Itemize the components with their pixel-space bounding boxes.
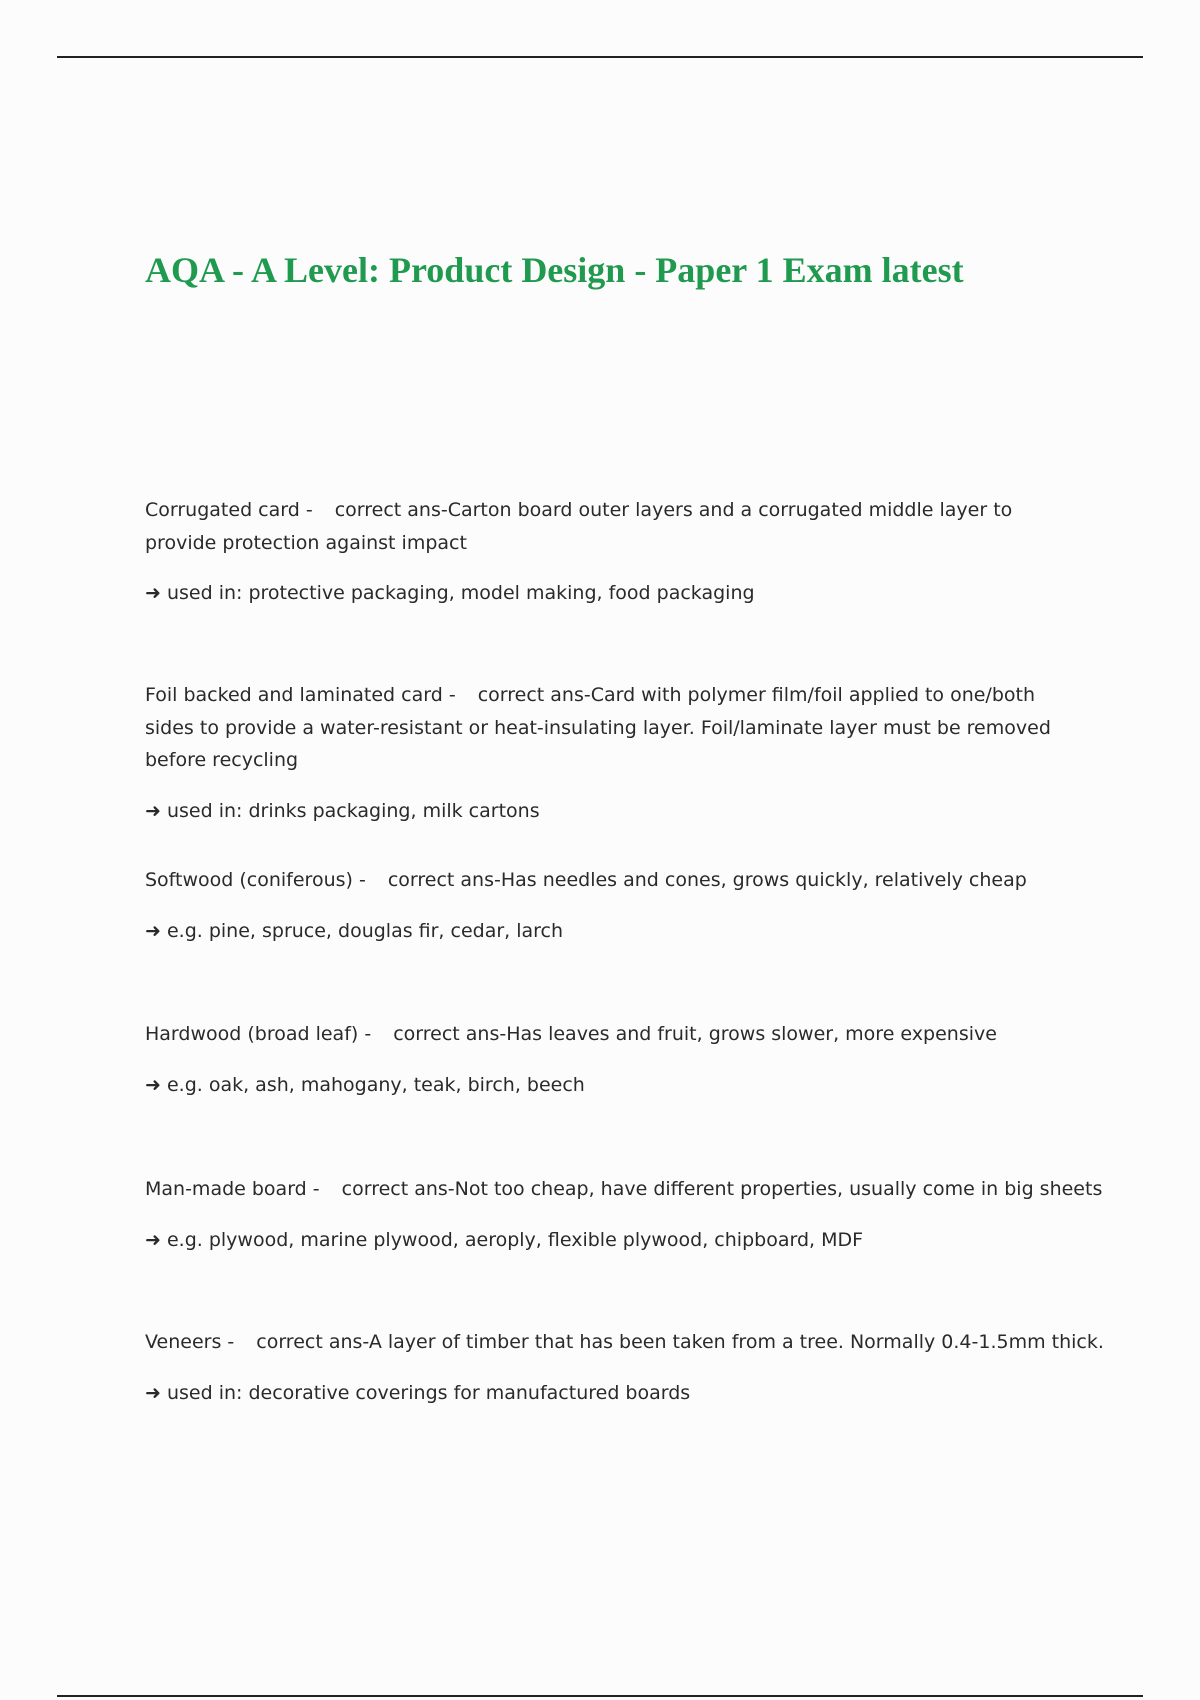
entry-veneers <box>145 1326 1104 1409</box>
entry-note: ➜ used in: decorative coverings for manufactured boards <box>145 1381 691 1404</box>
entry-answer: correct ans-Card with polymer film/foil applied to one/both sides to provide a water-resistant or heat-insulating layer. Foil/laminate layer must be removed before recycling <box>145 684 1051 771</box>
entry-definition <box>145 1326 1104 1359</box>
entry-term: Foil backed and laminated card - <box>145 684 456 706</box>
entry-note: ➜ e.g. pine, spruce, douglas fir, cedar, larch <box>145 919 564 942</box>
entry-corrugated-card <box>145 494 1085 610</box>
entry-note: ➜ e.g. oak, ash, mahogany, teak, birch, beech <box>145 1073 585 1096</box>
entry-term: Softwood (coniferous) - <box>145 869 366 891</box>
entry-foil-backed-card <box>145 679 1085 827</box>
entry-term: Corrugated card - <box>145 499 313 521</box>
entry-answer: correct ans-Has leaves and fruit, grows slower, more expensive <box>393 1023 997 1045</box>
entry-note: ➜ used in: drinks packaging, milk cartons <box>145 799 540 822</box>
entry-man-made-board <box>145 1173 1102 1256</box>
entry-term: Hardwood (broad leaf) - <box>145 1023 372 1045</box>
entry-hardwood <box>145 1018 997 1101</box>
entry-definition <box>145 1018 997 1051</box>
entry-definition <box>145 864 1027 897</box>
entry-note: ➜ e.g. plywood, marine plywood, aeroply, flexible plywood, chipboard, MDF <box>145 1228 864 1251</box>
entry-answer: correct ans-A layer of timber that has been taken from a tree. Normally 0.4-1.5mm thick. <box>256 1331 1104 1353</box>
entry-term: Veneers - <box>145 1331 235 1353</box>
entry-answer: correct ans-Has needles and cones, grows quickly, relatively cheap <box>387 869 1027 891</box>
entry-definition <box>145 679 1085 777</box>
document-title: AQA - A Level: Product Design - Paper 1 Exam latest <box>145 250 964 290</box>
top-rule <box>57 56 1143 58</box>
entry-definition <box>145 494 1085 559</box>
entry-softwood <box>145 864 1027 947</box>
entry-answer: correct ans-Carton board outer layers and a corrugated middle layer to provide protection against impact <box>145 499 1013 554</box>
entry-definition <box>145 1173 1102 1206</box>
entry-term: Man-made board - <box>145 1178 320 1200</box>
bottom-rule <box>57 1695 1143 1697</box>
entry-note: ➜ used in: protective packaging, model making, food packaging <box>145 582 755 604</box>
entry-answer: correct ans-Not too cheap, have different properties, usually come in big sheets <box>341 1178 1103 1200</box>
